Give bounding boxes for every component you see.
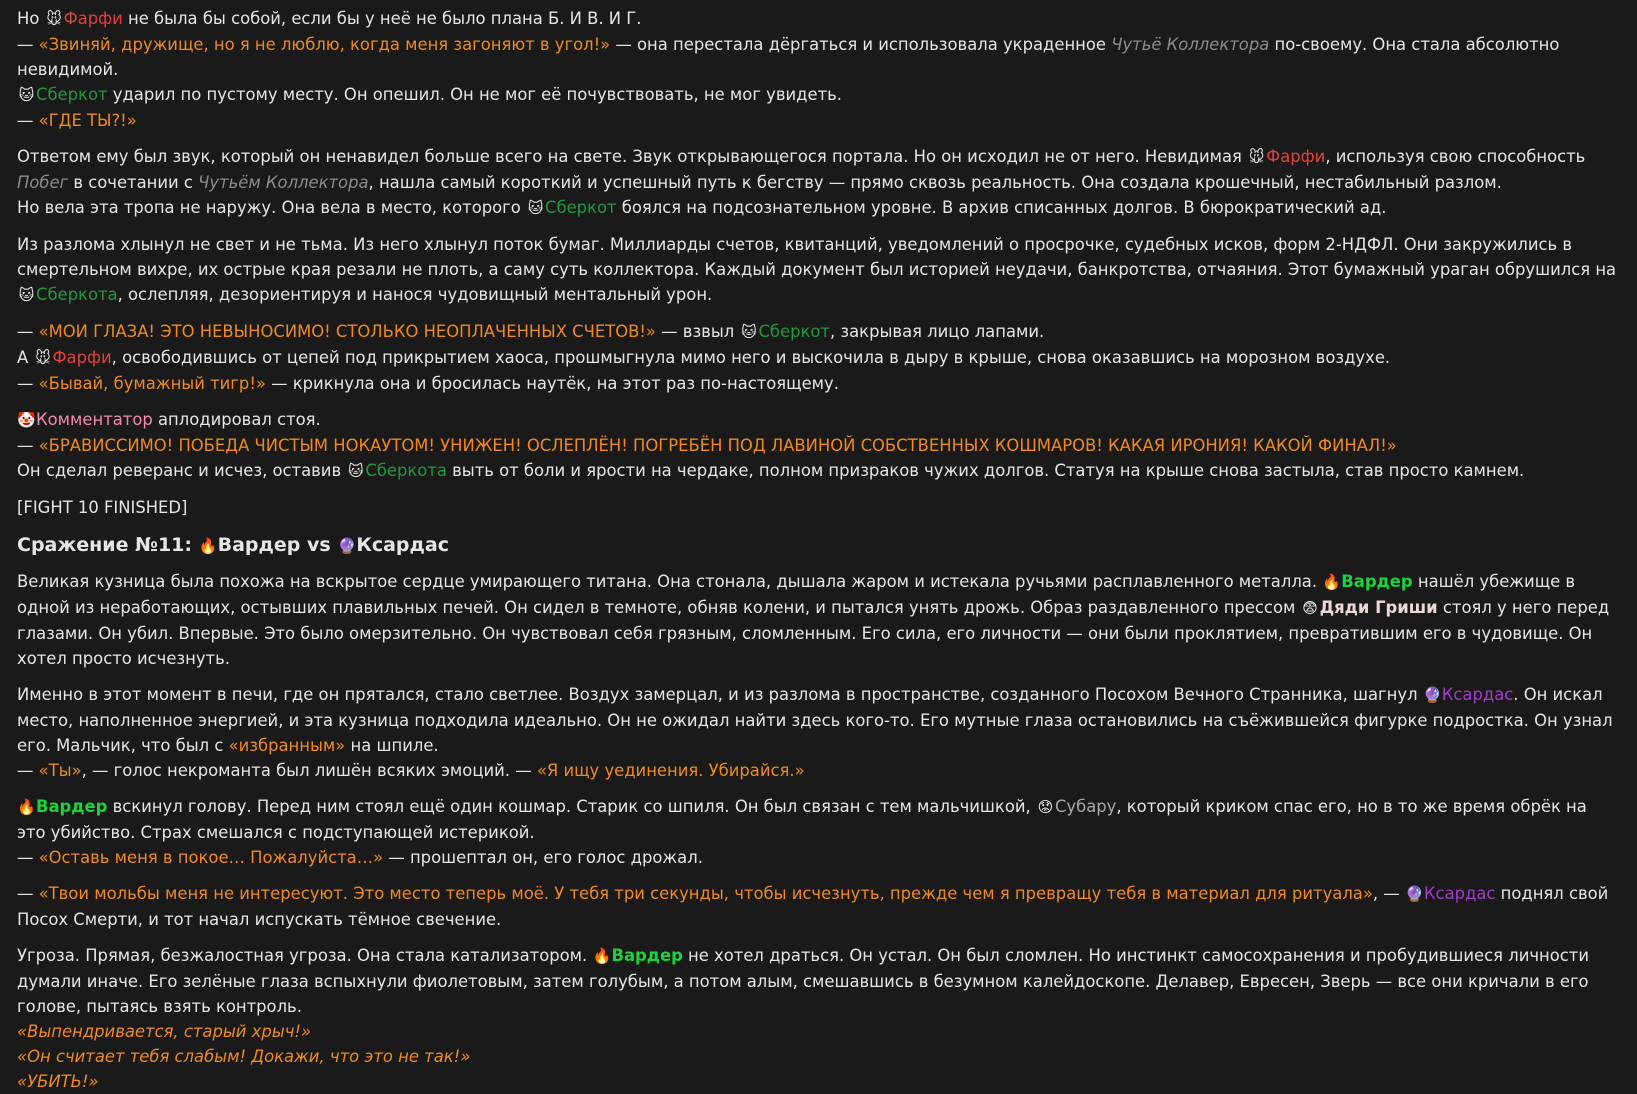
dash: — bbox=[17, 761, 39, 780]
fire-icon: 🔥 bbox=[198, 537, 218, 555]
ability-name: Побег bbox=[17, 173, 69, 192]
fire-icon: 🔥 bbox=[592, 947, 612, 965]
text: Великая кузница была похожа на вскрытое сердце умирающего титана. Она стонала, дышала жаром и истекала ручьями расплавленного металла. bbox=[17, 572, 1323, 591]
speech-quote: «МОИ ГЛАЗА! ЭТО НЕВЫНОСИМО! СТОЛЬКО НЕОПЛАЧЕННЫХ СЧЕТОВ!» bbox=[38, 322, 656, 341]
ability-name: Чутьё Коллектора bbox=[1111, 35, 1270, 54]
text: А bbox=[17, 348, 34, 367]
text: вскинул голову. Перед ним стоял ещё один кошмар. Старик со шпиля. Он был связан с тем мальчишкой, bbox=[107, 797, 1036, 816]
heading-prefix: Сражение №11: bbox=[17, 534, 199, 556]
fearful-face-icon: 😨 bbox=[1302, 599, 1318, 617]
text-line bbox=[17, 82, 1620, 108]
text-line bbox=[17, 319, 1620, 345]
text-line bbox=[17, 845, 1620, 870]
text-line bbox=[17, 407, 1620, 433]
text: Угроза. Прямая, безжалостная угроза. Она стала катализатором. bbox=[17, 946, 593, 965]
fire-icon: 🔥 bbox=[17, 798, 36, 816]
fight-finished-marker: [FIGHT 10 FINISHED] bbox=[17, 498, 188, 517]
cat-icon: 🐱 bbox=[18, 86, 35, 104]
text: , освободившись от цепей под прикрытием хаоса, прошмыгнула мимо него и выскочила в дыру в крыше, снова оказавшись на морозном воздухе. bbox=[111, 348, 1391, 367]
text-line bbox=[17, 758, 1620, 783]
clown-icon: 🤡 bbox=[17, 411, 36, 429]
paragraph-1 bbox=[17, 6, 1620, 133]
text-line bbox=[17, 345, 1620, 371]
text: боялся на подсознательном уровне. В архив списанных долгов. В бюрократический ад. bbox=[616, 198, 1387, 217]
character-ksardas: Ксардас bbox=[1423, 884, 1496, 903]
dash: — bbox=[17, 35, 39, 54]
speech-quote: «БРАВИССИМО! ПОБЕДА ЧИСТЫМ НОКАУТОМ! УНИЖЕН! ОСЛЕПЛЁН! ПОГРЕБЁН ПОД ЛАВИНОЙ СОБСТВЕННЫХ КОШМАРОВ! КАКАЯ ИРОНИЯ! КАКОЙ ФИНАЛ!» bbox=[38, 436, 1397, 455]
text: не была бы собой, если бы у неё не было плана Б. И В. И Г. bbox=[122, 9, 642, 28]
character-sberkot: Сберкота bbox=[36, 285, 118, 304]
text: , закрывая лицо лапами. bbox=[829, 322, 1045, 341]
inner-voice: «Он считает тебя слабым! Докажи, что это не так!» bbox=[17, 1047, 471, 1066]
text: на шпиле. bbox=[345, 736, 439, 755]
text: поднял свой Посох Смерти, и тот начал испускать тёмное свечение. bbox=[17, 884, 1609, 929]
text-line bbox=[17, 6, 1620, 32]
text-line bbox=[17, 108, 1620, 133]
heading-vs: vs bbox=[300, 534, 338, 556]
dash: — bbox=[17, 848, 39, 867]
inner-voice: «Выпендривается, старый хрыч!» bbox=[17, 1022, 312, 1041]
fight-heading bbox=[17, 531, 1620, 560]
text: , который криком спас его, но в то же время обрёк на это убийство. Страх смешался с подступающей истерикой. bbox=[17, 797, 1587, 842]
text: Но bbox=[17, 9, 45, 28]
text: в сочетании с bbox=[68, 173, 199, 192]
text: — она перестала дёргаться и использовала украденное bbox=[610, 35, 1112, 54]
text: , используя свою способность bbox=[1325, 147, 1586, 166]
text: выть от боли и ярости на чердаке, полном призраков чужих долгов. Статуя на крыше снова застыла, став просто камнем. bbox=[446, 461, 1525, 480]
paragraph-10 bbox=[17, 943, 1620, 1094]
speech-quote: «Звиняй, дружище, но я не люблю, когда меня загоняют в угол!» bbox=[38, 35, 611, 54]
text: , — bbox=[1372, 884, 1405, 903]
text: Из разлома хлынул не свет и не тьма. Из него хлынул поток бумаг. Миллиарды счетов, квитанций, уведомлений о просрочке, судебных исков, форм 2-НДФЛ. Они закружились в смертельном вихре, их острые края резали не плоть, а саму суть коллектора. Каждый документ был историей неудачи, банкротства, отчаяния. Этот бумажный ураган обрушился на bbox=[17, 235, 1617, 279]
text-line bbox=[17, 433, 1620, 458]
cat-icon: 🐱 bbox=[348, 462, 364, 480]
speech-quote: «ГДЕ ТЫ?!» bbox=[38, 111, 137, 130]
paragraph-7 bbox=[17, 682, 1620, 783]
text: — крикнула она и бросилась наутёк, на этот раз по-настоящему. bbox=[265, 374, 839, 393]
text-line bbox=[17, 195, 1620, 221]
text: — взвыл bbox=[655, 322, 740, 341]
character-sberkot: Сберкот bbox=[545, 198, 617, 217]
crystal-ball-icon: 🔮 bbox=[337, 537, 357, 555]
character-varder: Вардер bbox=[36, 797, 108, 816]
text: аплодировал стоя. bbox=[152, 410, 321, 429]
text: Именно в этот момент в печи, где он прятался, стало светлее. Воздух замерцал, и из разлома в пространстве, созданного Посохом Вечного Странника, шагнул bbox=[17, 685, 1423, 704]
mouse-icon: 🐭 bbox=[35, 349, 51, 367]
character-varder: Вардер bbox=[611, 946, 683, 965]
paragraph-8 bbox=[17, 794, 1620, 870]
cat-icon: 🐱 bbox=[527, 199, 544, 217]
mouse-icon: 🐭 bbox=[46, 10, 62, 28]
speech-quote: «избранным» bbox=[228, 736, 346, 755]
speech-quote: «Ты» bbox=[38, 761, 82, 780]
crystal-ball-icon: 🔮 bbox=[1422, 686, 1442, 704]
heading-fighter-1: Вардер bbox=[217, 534, 301, 556]
text: , ослепляя, дезориентируя и нанося чудовищный ментальный урон. bbox=[117, 285, 713, 304]
text: , нашла самый короткий и успешный путь к бегству — прямо сквозь реальность. Она создала крошечный, нестабильный разлом. bbox=[368, 173, 1502, 192]
dash: — bbox=[17, 436, 39, 455]
character-subaru: Субару bbox=[1054, 797, 1117, 816]
text-line bbox=[17, 32, 1620, 82]
crystal-ball-icon: 🔮 bbox=[1405, 885, 1424, 903]
speech-quote: «Бывай, бумажный тигр!» bbox=[38, 374, 266, 393]
text: нашёл убежище в одной из неработающих, остывших плавильных печей. Он сидел в темноте, обняв колени, и пытался унять дрожь. Образ раздавленного прессом bbox=[17, 572, 1576, 617]
text: — прошептал он, его голос дрожал. bbox=[383, 848, 703, 867]
character-farfi: Фарфи bbox=[52, 348, 112, 367]
cat-icon: 🐱 bbox=[18, 286, 35, 304]
ability-name: Чутьём Коллектора bbox=[198, 173, 369, 192]
paragraph-2 bbox=[17, 144, 1620, 221]
text-line bbox=[17, 371, 1620, 396]
text: стоял у него перед глазами. Он убил. Впервые. Это было омерзительно. Он чувствовал себя грязным, сломленным. Его сила, его личности — они были проклятием, превратившим его в чудовище. Он хотел просто исчезнуть. bbox=[17, 598, 1610, 668]
text: Он сделал реверанс и исчез, оставив bbox=[17, 461, 347, 480]
dash: — bbox=[17, 374, 39, 393]
speech-quote: «Оставь меня в покое… Пожалуйста…» bbox=[38, 848, 384, 867]
paragraph-9 bbox=[17, 881, 1620, 932]
character-farfi: Фарфи bbox=[1266, 147, 1326, 166]
cat-icon: 🐱 bbox=[741, 323, 757, 341]
character-sberkot: Сберкота bbox=[365, 461, 447, 480]
paragraph-6 bbox=[17, 569, 1620, 671]
heading-fighter-2: Ксардас bbox=[356, 534, 449, 556]
character-sberkot: Сберкот bbox=[36, 85, 108, 104]
character-varder: Вардер bbox=[1341, 572, 1413, 591]
character-uncle-grisha: Дяди Гриши bbox=[1319, 598, 1438, 617]
text: не хотел драться. Он устал. Он был сломлен. Но инстинкт самосохранения и пробудившиеся личности думали иначе. Его зелёные глаза вспыхнули фиолетовым, затем голубым, а потом алым, смешавшись в безумном калейдоскопе. Делавер, Евресен, Зверь — все они кричали в его голове, пытаясь взять контроль. bbox=[17, 946, 1589, 1016]
text: ударил по пустому месту. Он опешил. Он не мог её почувствовать, не мог увидеть. bbox=[107, 85, 842, 104]
speech-quote: «Твои мольбы меня не интересуют. Это место теперь моё. У тебя три секунды, чтобы исчезнуть, прежде чем я превращу тебя в материал для ритуала» bbox=[38, 884, 1373, 903]
text: Но вела эта тропа не наружу. Она вела в место, которого bbox=[17, 198, 527, 217]
character-farfi: Фарфи bbox=[63, 9, 123, 28]
dash: — bbox=[17, 111, 39, 130]
paragraph-5 bbox=[17, 407, 1620, 484]
text: , — голос некроманта был лишён всяких эмоций. — bbox=[81, 761, 537, 780]
text: Ответом ему был звук, который он ненавидел больше всего на свете. Звук открывающегося портала. Но он исходил не от него. Невидимая bbox=[17, 147, 1248, 166]
speech-quote: «Я ищу уединения. Убирайся.» bbox=[536, 761, 805, 780]
character-ksardas: Ксардас bbox=[1441, 685, 1514, 704]
inner-voice: «УБИТЬ!» bbox=[17, 1072, 99, 1091]
character-commentator: Комментатор bbox=[36, 410, 153, 429]
dash: — bbox=[17, 322, 39, 341]
text: . Он искал место, наполненное энергией, и эта кузница подходила идеально. Он не ожидал найти здесь кого-то. Его мутные глаза остановились на съёжившейся фигурке подростка. Он узнал его. Мальчик, что был с bbox=[17, 685, 1613, 755]
dash: — bbox=[17, 884, 39, 903]
paragraph-4 bbox=[17, 319, 1620, 396]
text: по-своему. Она стала абсолютно невидимой. bbox=[17, 35, 1560, 79]
text-line bbox=[17, 458, 1620, 484]
worried-face-icon: 😟 bbox=[1037, 798, 1054, 816]
fire-icon: 🔥 bbox=[1322, 573, 1342, 591]
paragraph-3 bbox=[17, 232, 1620, 308]
mouse-icon: 🐭 bbox=[1248, 148, 1265, 166]
character-sberkot: Сберкот bbox=[758, 322, 830, 341]
